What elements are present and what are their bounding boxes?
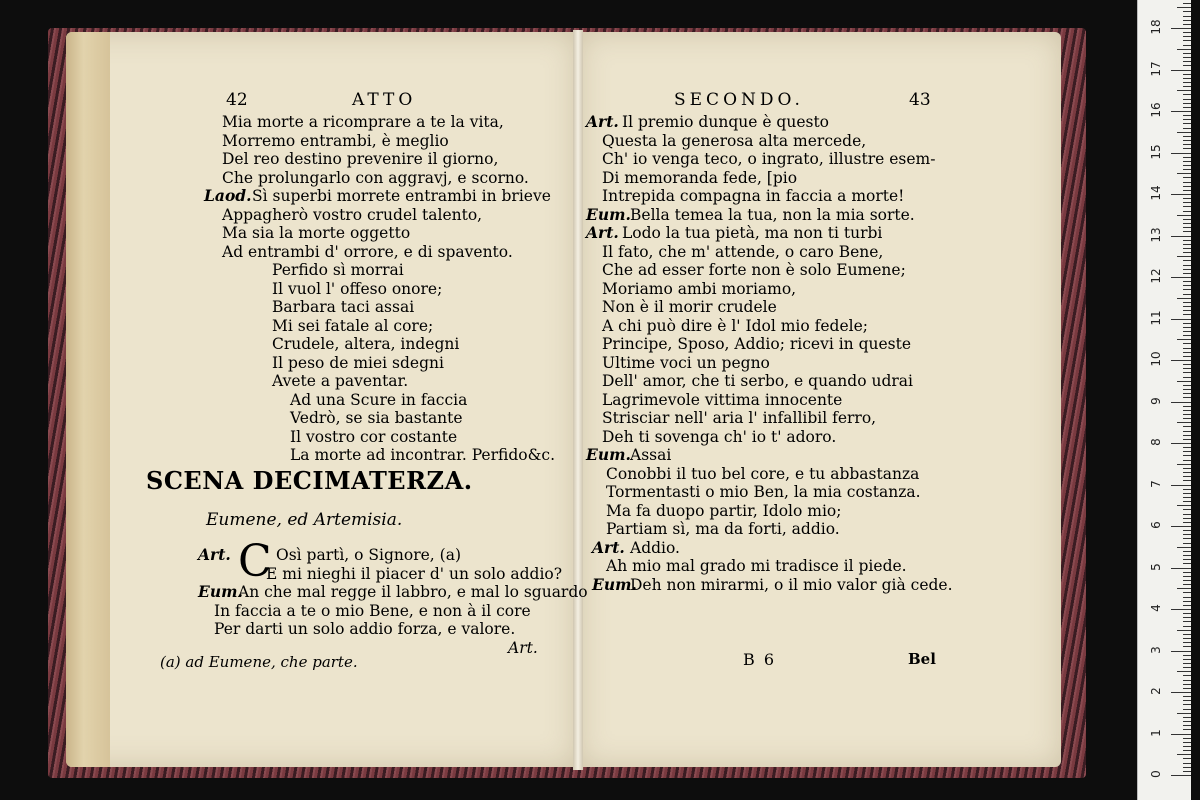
ruler-label: 4 xyxy=(1149,604,1163,612)
ruler-tick xyxy=(1183,314,1191,315)
ruler-tick xyxy=(1183,136,1191,137)
ruler-tick xyxy=(1183,177,1191,178)
ruler-tick xyxy=(1183,555,1191,556)
speaker-label: Eum. xyxy=(198,582,243,601)
text-line: Ultime voci un pegno xyxy=(602,353,770,372)
text-line: Ma fa duopo partir, Idolo mio; xyxy=(606,501,842,520)
ruler-tick xyxy=(1171,443,1191,444)
text-line: Eum. Bella temea la tua, non la mia sorte. xyxy=(586,204,915,224)
ruler-tick xyxy=(1177,630,1191,631)
ruler-tick xyxy=(1183,551,1191,552)
ruler-tick xyxy=(1183,285,1191,286)
text-line: Moriamo ambi moriamo, xyxy=(602,279,797,298)
ruler-tick xyxy=(1177,90,1191,91)
ruler-tick xyxy=(1183,16,1191,17)
ruler-tick xyxy=(1183,738,1191,739)
ruler-label: 9 xyxy=(1149,396,1163,405)
ruler-tick xyxy=(1183,327,1191,328)
ruler-tick xyxy=(1183,626,1191,627)
ruler-tick xyxy=(1183,534,1191,535)
ruler-label: 0 xyxy=(1149,770,1163,778)
ruler-tick xyxy=(1183,410,1191,411)
ruler-tick xyxy=(1183,161,1191,162)
ruler-tick xyxy=(1171,236,1191,237)
text-line: Per darti un solo addio forza, e valore. xyxy=(214,620,516,638)
ruler-tick xyxy=(1183,144,1191,145)
ruler-tick xyxy=(1183,74,1191,75)
ruler-label: 2 xyxy=(1149,687,1163,695)
ruler-label: 10 xyxy=(1149,351,1163,367)
ruler-tick xyxy=(1183,522,1191,523)
ruler-tick xyxy=(1177,7,1191,8)
ruler-tick xyxy=(1183,742,1191,743)
ruler-tick xyxy=(1183,148,1191,149)
ruler-tick xyxy=(1171,277,1191,278)
ruler-tick xyxy=(1171,775,1191,776)
ruler-tick xyxy=(1183,684,1191,685)
footnote: (a) ad Eumene, che parte. xyxy=(160,653,358,671)
text-line: Lagrimevole vittima innocente xyxy=(602,390,843,409)
ruler-tick xyxy=(1183,356,1191,357)
ruler-tick xyxy=(1183,613,1191,614)
ruler-label: 13 xyxy=(1149,226,1163,243)
ruler-label: 11 xyxy=(1149,309,1163,326)
ruler-tick xyxy=(1171,651,1191,652)
ruler-tick xyxy=(1183,746,1191,747)
ruler-tick xyxy=(1183,717,1191,718)
speaker-label: Art. xyxy=(586,223,619,242)
ruler-tick xyxy=(1171,734,1191,735)
ruler-tick xyxy=(1183,302,1191,303)
left-lines-top xyxy=(204,113,551,261)
right-lines xyxy=(586,113,953,594)
ruler-tick xyxy=(1183,725,1191,726)
speaker-label: Eum. xyxy=(592,574,637,594)
ruler-tick xyxy=(1183,700,1191,701)
ruler-tick xyxy=(1171,609,1191,610)
ruler-tick xyxy=(1183,758,1191,759)
ruler-tick xyxy=(1183,385,1191,386)
ruler-label: 12 xyxy=(1149,268,1163,284)
ruler-tick xyxy=(1183,123,1191,124)
ruler-tick xyxy=(1183,331,1191,332)
ruler-tick xyxy=(1183,431,1191,432)
ruler-tick xyxy=(1183,721,1191,722)
ruler-tick xyxy=(1183,480,1191,481)
ruler-tick xyxy=(1183,252,1191,253)
ruler-tick xyxy=(1183,729,1191,730)
ruler-label: 6 xyxy=(1149,521,1163,529)
ruler-tick xyxy=(1183,377,1191,378)
text-line: Barbara taci assai xyxy=(272,298,415,316)
ruler-tick xyxy=(1183,206,1191,207)
ruler-tick xyxy=(1183,119,1191,120)
text-line: Di memoranda fede, [pio xyxy=(602,168,798,187)
ruler-tick xyxy=(1183,198,1191,199)
ruler-label: 14 xyxy=(1149,185,1163,201)
ruler-label: 16 xyxy=(1149,102,1163,118)
text-line: Il vostro cor costante xyxy=(290,427,458,446)
ruler-tick xyxy=(1183,667,1191,668)
ruler-tick xyxy=(1183,115,1191,116)
ruler-tick xyxy=(1183,460,1191,461)
catchword-left: Art. xyxy=(508,638,538,657)
ruler-tick xyxy=(1171,111,1191,112)
ruler-tick xyxy=(1183,65,1191,66)
text-line: Intrepida compagna in faccia a morte! xyxy=(602,187,905,205)
ruler-tick xyxy=(1183,343,1191,344)
ruler-tick xyxy=(1183,211,1191,212)
ruler-tick xyxy=(1183,244,1191,245)
book-gutter xyxy=(573,30,583,770)
ruler-tick xyxy=(1183,40,1191,41)
text-line: Ah mio mal grado mi tradisce il piede. xyxy=(606,557,907,575)
ruler-tick xyxy=(1183,489,1191,490)
ruler-tick xyxy=(1183,310,1191,311)
ruler-tick xyxy=(1183,659,1191,660)
ruler-tick xyxy=(1183,248,1191,249)
text-line: Perfido sì morrai xyxy=(272,261,404,279)
ruler-tick xyxy=(1183,348,1191,349)
ruler-tick xyxy=(1183,621,1191,622)
right-page-number: 43 xyxy=(909,90,931,110)
ruler-tick xyxy=(1183,323,1191,324)
text-line: E mi nieghi il piacer d' un solo addio? xyxy=(266,564,563,583)
ruler-tick xyxy=(1177,422,1191,423)
ruler-tick xyxy=(1183,169,1191,170)
right-running-head: SECONDO. xyxy=(674,90,804,110)
ruler-tick xyxy=(1183,493,1191,494)
ruler-label: 5 xyxy=(1149,562,1163,571)
ruler-tick xyxy=(1183,638,1191,639)
ruler-tick xyxy=(1183,771,1191,772)
text-line: Il vuol l' offeso onore; xyxy=(272,279,443,298)
scene-characters: Eumene, ed Artemisia. xyxy=(206,510,403,530)
text-line: La morte ad incontrar. Perfido&c. xyxy=(290,446,556,464)
measuring-ruler xyxy=(1137,0,1191,800)
ruler-tick xyxy=(1183,260,1191,261)
text-line: Principe, Sposo, Addio; ricevi in queste xyxy=(602,335,912,353)
ruler-tick xyxy=(1183,240,1191,241)
text-line: Deh ti sovenga ch' io t' adoro. xyxy=(602,427,837,446)
ruler-tick xyxy=(1183,368,1191,369)
ruler-tick xyxy=(1183,559,1191,560)
ruler-tick xyxy=(1183,750,1191,751)
text-line: Che prolungarlo con aggravj, e scorno. xyxy=(222,168,529,187)
ruler-label: 18 xyxy=(1149,19,1163,35)
text-line: Art. Il premio dunque è questo xyxy=(586,112,830,131)
text-line: Non è il morir crudele xyxy=(602,298,777,316)
ruler-tick xyxy=(1183,265,1191,266)
ruler-tick xyxy=(1183,352,1191,353)
ruler-tick xyxy=(1183,675,1191,676)
ruler-tick xyxy=(1183,451,1191,452)
text-line: Partiam sì, ma da forti, addio. xyxy=(606,520,840,538)
speaker-label: Laod. xyxy=(204,186,252,205)
text-line: Ma sia la morte oggetto xyxy=(222,224,411,242)
ruler-label: 8 xyxy=(1149,438,1163,446)
ruler-tick xyxy=(1183,634,1191,635)
ruler-tick xyxy=(1183,389,1191,390)
ruler-label: 3 xyxy=(1149,645,1163,654)
ruler-tick xyxy=(1183,563,1191,564)
ruler-tick xyxy=(1183,281,1191,282)
ruler-tick xyxy=(1183,36,1191,37)
ruler-tick xyxy=(1183,642,1191,643)
ruler-tick xyxy=(1183,107,1191,108)
ruler-tick xyxy=(1177,588,1191,589)
ruler-tick xyxy=(1183,435,1191,436)
ruler-tick xyxy=(1183,584,1191,585)
speaker-label: Art. xyxy=(592,537,625,557)
ruler-tick xyxy=(1183,165,1191,166)
text-line: Art. Osì partì, o Signore, (a) xyxy=(198,545,462,564)
ruler-tick xyxy=(1183,646,1191,647)
ruler-tick xyxy=(1177,256,1191,257)
aria-verse xyxy=(272,261,555,465)
ruler-tick xyxy=(1183,572,1191,573)
ruler-tick xyxy=(1183,580,1191,581)
speaker-label: Art. xyxy=(198,545,231,564)
ruler-tick xyxy=(1171,319,1191,320)
ruler-tick xyxy=(1183,53,1191,54)
ruler-label: 15 xyxy=(1149,143,1163,160)
ruler-tick xyxy=(1171,402,1191,403)
text-line: Art. Addio. xyxy=(592,537,680,557)
ruler-tick xyxy=(1183,335,1191,336)
text-line: Appagherò vostro crudel talento, xyxy=(222,205,483,224)
ruler-tick xyxy=(1171,360,1191,361)
ruler-tick xyxy=(1177,298,1191,299)
ruler-tick xyxy=(1171,526,1191,527)
ruler-tick xyxy=(1183,372,1191,373)
text-line: Strisciar nell' aria l' infallibil ferro, xyxy=(602,409,877,427)
text-line: Tormentasti o mio Ben, la mia costanza. xyxy=(606,483,921,501)
ruler-tick xyxy=(1183,447,1191,448)
ruler-tick xyxy=(1183,617,1191,618)
text-line: Laod. Sì superbi morrete entrambi in brieve xyxy=(204,186,551,205)
text-line: Vedrò, se sia bastante xyxy=(290,409,463,427)
ruler-tick xyxy=(1183,709,1191,710)
ruler-tick xyxy=(1183,514,1191,515)
left-page-number: 42 xyxy=(226,90,248,110)
text-line: Il peso de miei sdegni xyxy=(272,353,444,372)
ruler-tick xyxy=(1183,3,1191,4)
ruler-tick xyxy=(1183,11,1191,12)
ruler-tick xyxy=(1177,381,1191,382)
ruler-tick xyxy=(1183,227,1191,228)
text-line: Il fato, che m' attende, o caro Bene, xyxy=(602,242,884,261)
ruler-tick xyxy=(1183,468,1191,469)
ruler-tick xyxy=(1171,153,1191,154)
ruler-tick xyxy=(1171,28,1191,29)
ruler-tick xyxy=(1183,32,1191,33)
text-line: Art. Lodo la tua pietà, ma non ti turbi xyxy=(586,223,883,242)
ruler-tick xyxy=(1183,497,1191,498)
left-running-head: ATTO xyxy=(352,90,417,110)
ruler-tick xyxy=(1183,518,1191,519)
ruler-tick xyxy=(1177,173,1191,174)
ruler-tick xyxy=(1183,472,1191,473)
text-line: Conobbi il tuo bel core, e tu abbastanza xyxy=(606,464,920,483)
ruler-tick xyxy=(1183,696,1191,697)
ruler-tick xyxy=(1183,393,1191,394)
ruler-tick xyxy=(1183,78,1191,79)
text-line: Del reo destino prevenire il giorno, xyxy=(222,150,499,168)
text-line: Questa la generosa alta mercede, xyxy=(602,131,867,150)
ruler-tick xyxy=(1183,24,1191,25)
ruler-tick xyxy=(1183,597,1191,598)
ruler-tick xyxy=(1177,713,1191,714)
ruler-tick xyxy=(1183,439,1191,440)
ruler-tick xyxy=(1171,194,1191,195)
ruler-tick xyxy=(1183,418,1191,419)
ruler-tick xyxy=(1183,99,1191,100)
catchword: Bel xyxy=(908,650,936,668)
text-line: Eum. Deh non mirarmi, o il mio valor già cede. xyxy=(592,574,953,594)
ruler-tick xyxy=(1183,592,1191,593)
text-line: Eum. An che mal regge il labbro, e mal lo sguardo xyxy=(198,582,588,601)
ruler-tick xyxy=(1171,70,1191,71)
scene-title: SCENA DECIMATERZA. xyxy=(146,466,473,495)
ruler-label: 7 xyxy=(1149,479,1163,488)
signature-mark: B 6 xyxy=(743,650,777,669)
ruler-tick xyxy=(1171,485,1191,486)
ruler-tick xyxy=(1183,306,1191,307)
ruler-tick xyxy=(1183,476,1191,477)
ruler-tick xyxy=(1171,692,1191,693)
ruler-tick xyxy=(1177,215,1191,216)
ruler-tick xyxy=(1183,190,1191,191)
ruler-tick xyxy=(1183,45,1191,46)
text-line: Morremo entrambi, è meglio xyxy=(222,131,449,150)
ruler-label: 1 xyxy=(1149,728,1163,737)
ruler-tick xyxy=(1177,505,1191,506)
ruler-tick xyxy=(1183,663,1191,664)
text-line: In faccia a te o mio Bene, e non à il core xyxy=(214,601,531,620)
ruler-tick xyxy=(1177,547,1191,548)
ruler-tick xyxy=(1183,269,1191,270)
text-line: Mi sei fatale al core; xyxy=(272,316,434,335)
ruler-tick xyxy=(1183,186,1191,187)
ruler-tick xyxy=(1183,82,1191,83)
ruler-tick xyxy=(1183,680,1191,681)
text-line: Crudele, altera, indegni xyxy=(272,335,460,353)
ruler-tick xyxy=(1183,509,1191,510)
ruler-tick xyxy=(1177,49,1191,50)
ruler-tick xyxy=(1183,86,1191,87)
ruler-tick xyxy=(1183,655,1191,656)
ruler-tick xyxy=(1183,20,1191,21)
ruler-tick xyxy=(1183,576,1191,577)
ruler-tick xyxy=(1183,103,1191,104)
ruler-tick xyxy=(1183,406,1191,407)
ruler-tick xyxy=(1183,157,1191,158)
ruler-tick xyxy=(1183,688,1191,689)
ruler-tick xyxy=(1177,464,1191,465)
speaker-label: Art. xyxy=(586,112,619,131)
ruler-tick xyxy=(1183,202,1191,203)
ruler-tick xyxy=(1183,763,1191,764)
ruler-tick xyxy=(1183,61,1191,62)
fore-edge xyxy=(66,32,110,767)
ruler-tick xyxy=(1183,605,1191,606)
ruler-tick xyxy=(1183,182,1191,183)
ruler-tick xyxy=(1177,339,1191,340)
text-line: A chi può dire è l' Idol mio fedele; xyxy=(602,316,868,335)
ruler-tick xyxy=(1183,231,1191,232)
ruler-tick xyxy=(1177,754,1191,755)
ruler-tick xyxy=(1183,414,1191,415)
text-line: Ad entrambi d' orrore, e di spavento. xyxy=(222,242,513,261)
ruler-tick xyxy=(1183,128,1191,129)
ruler-tick xyxy=(1183,397,1191,398)
ruler-label: 17 xyxy=(1149,60,1163,77)
text-line: Avete a paventar. xyxy=(272,372,409,390)
speaker-label: Eum. xyxy=(586,445,631,464)
left-lines-bottom xyxy=(198,546,588,657)
ruler-tick xyxy=(1177,132,1191,133)
text-line: Dell' amor, che ti serbo, e quando udrai xyxy=(602,372,913,390)
ruler-tick xyxy=(1183,140,1191,141)
ruler-tick xyxy=(1183,601,1191,602)
text-line: Eum. Assai xyxy=(586,445,672,464)
ruler-tick xyxy=(1183,57,1191,58)
ruler-tick xyxy=(1183,364,1191,365)
ruler-tick xyxy=(1183,94,1191,95)
ruler-tick xyxy=(1183,538,1191,539)
text-line: Ch' io venga teco, o ingrato, illustre esem- xyxy=(602,150,936,168)
text-line: Che ad esser forte non è solo Eumene; xyxy=(602,261,906,279)
ruler-tick xyxy=(1183,767,1191,768)
ruler-tick xyxy=(1177,671,1191,672)
ruler-tick xyxy=(1183,501,1191,502)
text-line: Mia morte a ricomprare a te la vita, xyxy=(222,113,504,131)
speaker-label: Eum. xyxy=(586,204,631,224)
text-line: Ad una Scure in faccia xyxy=(290,390,468,409)
ruler-tick xyxy=(1171,568,1191,569)
ruler-tick xyxy=(1183,426,1191,427)
ruler-tick xyxy=(1183,704,1191,705)
ruler-tick xyxy=(1183,289,1191,290)
ruler-tick xyxy=(1183,294,1191,295)
drop-cap: C xyxy=(238,536,272,587)
ruler-tick xyxy=(1183,455,1191,456)
ruler-tick xyxy=(1183,530,1191,531)
ruler-tick xyxy=(1183,223,1191,224)
ruler-tick xyxy=(1183,273,1191,274)
ruler-tick xyxy=(1183,543,1191,544)
ruler-tick xyxy=(1183,219,1191,220)
